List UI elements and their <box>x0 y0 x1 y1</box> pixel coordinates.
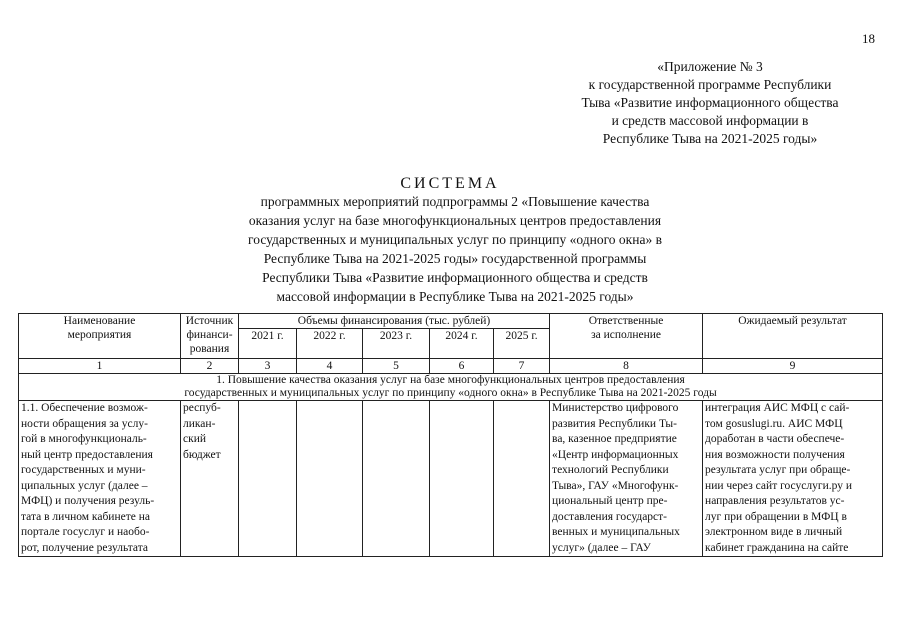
appendix-line: Республике Тыва на 2021-2025 годы» <box>602 131 818 146</box>
header-name-line: мероприятия <box>67 329 132 341</box>
funding-2023 <box>363 401 430 557</box>
measure-name-line: МФЦ) и получения резуль- <box>21 495 155 507</box>
header-source-line: рования <box>189 343 230 355</box>
column-number: 4 <box>297 359 363 374</box>
column-number: 9 <box>703 359 883 374</box>
funding-source-line: респуб- <box>183 402 221 414</box>
responsible-line: циональный центр пре- <box>552 495 668 507</box>
measure-name-line: гой в многофункциональ- <box>21 433 147 445</box>
column-number: 2 <box>181 359 239 374</box>
program-measures-table <box>18 313 883 557</box>
responsible-line: «Центр информационных <box>552 448 679 461</box>
result-line: ния возможности получения <box>705 448 845 461</box>
result-line: кабинет гражданина на сайте <box>705 541 849 554</box>
measure-name-line: 1.1. Обеспечение возмож- <box>21 402 148 414</box>
page-number: 18 <box>862 31 875 46</box>
subtitle-line: Республике Тыва на 2021-2025 годы» государственной программы <box>263 251 647 266</box>
header-name <box>19 314 181 359</box>
header-funding: Объемы финансирования (тыс. рублей) <box>239 314 550 329</box>
measure-name-line: ности обращения за услу- <box>21 417 148 430</box>
header-year-2021: 2021 г. <box>239 329 297 359</box>
header-year-2024: 2024 г. <box>430 329 494 359</box>
appendix-header <box>540 58 880 148</box>
measure-name-line: ципальных услуг (далее – <box>21 479 148 492</box>
subtitle-line: массовой информации в Республике Тыва на 2021-2025 годы» <box>276 289 634 304</box>
header-responsible <box>550 314 703 359</box>
section-row <box>19 374 883 401</box>
column-number: 6 <box>430 359 494 374</box>
measure-name-line: государственных и муни- <box>21 464 146 476</box>
column-number: 1 <box>19 359 181 374</box>
measure-name-line: тата в личном кабинете на <box>21 510 150 523</box>
measure-name-line: портале госуслуг и наобо- <box>21 526 150 538</box>
appendix-line: к государственной программе Республики <box>588 77 832 92</box>
funding-2021 <box>239 401 297 557</box>
responsible-parties <box>550 401 703 557</box>
result-line: интеграция АИС МФЦ с сай- <box>705 402 850 414</box>
funding-source <box>181 401 239 557</box>
subtitle-line: Республики Тыва «Развитие информационного общества и средств <box>262 270 648 285</box>
column-number: 8 <box>550 359 703 374</box>
result-line: том gosuslugi.ru. АИС МФЦ <box>705 417 843 430</box>
result-line: направления результатов ус- <box>705 495 845 507</box>
funding-2025 <box>494 401 550 557</box>
funding-source-line: бюджет <box>183 448 221 461</box>
header-year-2023: 2023 г. <box>363 329 430 359</box>
funding-2024 <box>430 401 494 557</box>
result-line: нии через сайт госуслуги.ру и <box>705 479 852 492</box>
result-line: результата услуг при обраще- <box>705 464 851 476</box>
responsible-line: венных и муниципальных <box>552 526 680 538</box>
column-number: 7 <box>494 359 550 374</box>
measure-name-line: рот, получение результата <box>21 541 149 554</box>
responsible-line: услуг» (далее – ГАУ <box>552 541 651 554</box>
responsible-line: технологий Республики <box>552 464 669 476</box>
appendix-line: и средств массовой информации в <box>611 113 809 128</box>
responsible-line: Тыва», ГАУ «Многофунк- <box>552 479 679 492</box>
document-subtitle <box>180 192 730 306</box>
responsible-line: развития Республики Ты- <box>552 417 677 430</box>
expected-result <box>703 401 883 557</box>
appendix-line: «Приложение № 3 <box>657 59 763 74</box>
header-source-line: Источник <box>185 315 234 327</box>
header-source-line: финанси- <box>186 329 233 341</box>
responsible-line: доставления государст- <box>552 510 668 523</box>
result-line: электронном виде в личный <box>705 526 843 538</box>
measure-name <box>19 401 181 557</box>
column-numbers-row <box>19 359 883 374</box>
subtitle-line: программных мероприятий подпрограммы 2 «Повышение качества <box>260 194 650 209</box>
funding-source-line: ликан- <box>183 417 216 430</box>
header-year-2025: 2025 г. <box>494 329 550 359</box>
header-result: Ожидаемый результат <box>703 314 883 359</box>
header-year-2022: 2022 г. <box>297 329 363 359</box>
subtitle-line: государственных и муниципальных услуг по принципу «одного окна» в <box>248 232 662 247</box>
header-source <box>181 314 239 359</box>
section-heading <box>19 374 883 401</box>
measure-name-line: ный центр предоставления <box>21 448 153 461</box>
result-line: доработан в части обеспече- <box>705 433 845 445</box>
subtitle-line: оказания услуг на базе многофункциональных центров предоставления <box>248 213 662 228</box>
header-responsible-line: Ответственные <box>588 315 664 327</box>
header-responsible-line: за исполнение <box>591 329 662 341</box>
result-line: луг при обращении в МФЦ в <box>705 510 847 523</box>
funding-2022 <box>297 401 363 557</box>
document-title: СИСТЕМА <box>400 175 500 192</box>
section-line: 1. Повышение качества оказания услуг на базе многофункциональных центров предоставления <box>216 374 685 386</box>
header-row <box>19 314 883 329</box>
section-line: государственных и муниципальных услуг по принципу «одного окна» в Республике Тыва на 2021-2025 годы <box>184 387 717 399</box>
appendix-line: Тыва «Развитие информационного общества <box>581 95 839 110</box>
responsible-line: Министерство цифрового <box>552 402 679 414</box>
funding-source-line: ский <box>183 433 206 445</box>
responsible-line: ва, казенное предприятие <box>552 433 677 445</box>
header-name-line: Наименование <box>63 315 136 327</box>
column-number: 5 <box>363 359 430 374</box>
table-row <box>19 401 883 557</box>
column-number: 3 <box>239 359 297 374</box>
